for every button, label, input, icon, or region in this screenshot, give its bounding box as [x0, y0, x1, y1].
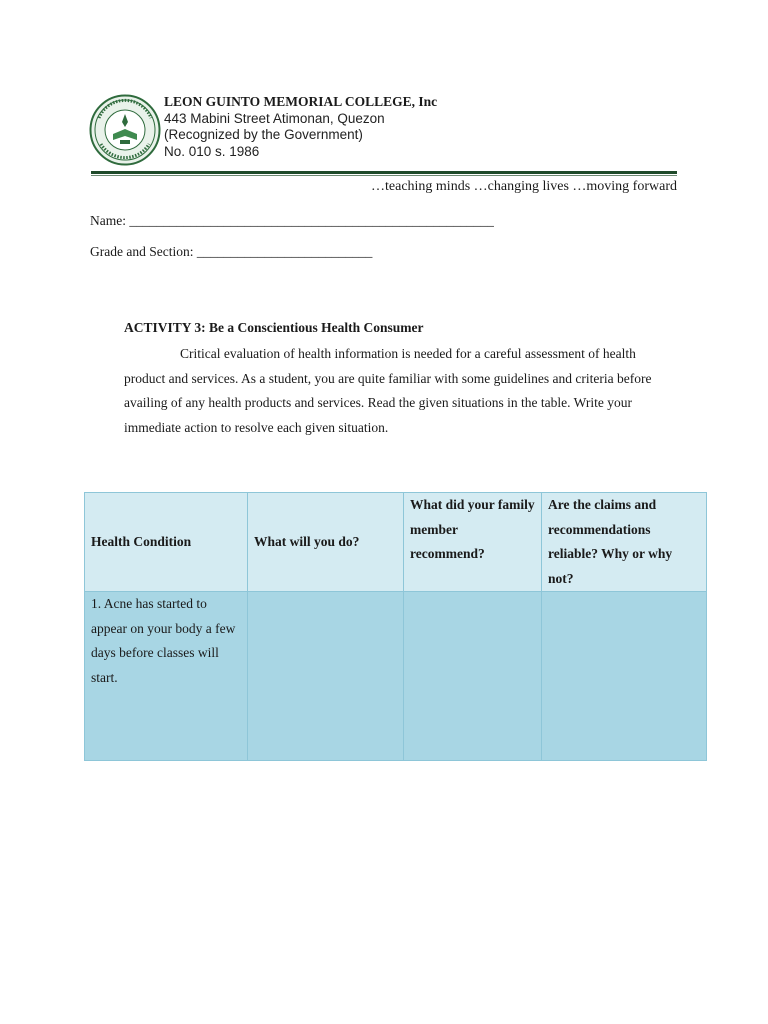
name-label: Name:	[90, 213, 126, 228]
college-recognition: (Recognized by the Government)	[164, 127, 363, 142]
grade-section-blank[interactable]: __________________________	[196, 244, 373, 259]
college-address: 443 Mabini Street Atimonan, Quezon	[164, 110, 385, 126]
grade-section-field[interactable]	[90, 244, 372, 260]
table-header-row	[85, 493, 707, 592]
cell-reliability[interactable]	[542, 592, 707, 761]
column-header-what-will-you-do: What will you do?	[248, 493, 404, 592]
college-seal-logo	[89, 94, 161, 166]
college-header	[164, 94, 437, 160]
column-header-family-recommendation: What did your family member recommend?	[404, 493, 542, 592]
cell-family-recommendation[interactable]	[404, 592, 542, 761]
college-name: LEON GUINTO MEMORIAL COLLEGE, Inc	[164, 94, 438, 109]
header-divider	[91, 171, 677, 174]
header-divider-thin	[91, 175, 677, 176]
cell-health-condition: 1. Acne has started to appear on your body a few days before classes will start.	[85, 592, 248, 761]
activity-title: ACTIVITY 3: Be a Conscientious Health Consumer	[124, 320, 424, 335]
column-header-reliability: Are the claims and recommendations reliable? Why or why not?	[542, 493, 707, 592]
activity-table	[84, 492, 707, 761]
college-motto: …teaching minds …changing lives …moving forward	[371, 179, 677, 194]
table-row	[85, 592, 707, 761]
name-field[interactable]	[90, 213, 494, 229]
name-blank[interactable]: ______________________________________________________	[129, 213, 494, 228]
college-number: No. 010 s. 1986	[164, 143, 260, 159]
column-header-health-condition: Health Condition	[85, 493, 248, 592]
activity-instructions: Critical evaluation of health information is needed for a careful assessment of health product and services. As a student, you are quite familiar with some guidelines and criteria before availing of any health products and services. Read the given situations in the table. Write your immediate action to resolve each given situation.	[124, 346, 652, 435]
grade-section-label: Grade and Section:	[90, 244, 194, 259]
cell-what-will-you-do[interactable]	[248, 592, 404, 761]
